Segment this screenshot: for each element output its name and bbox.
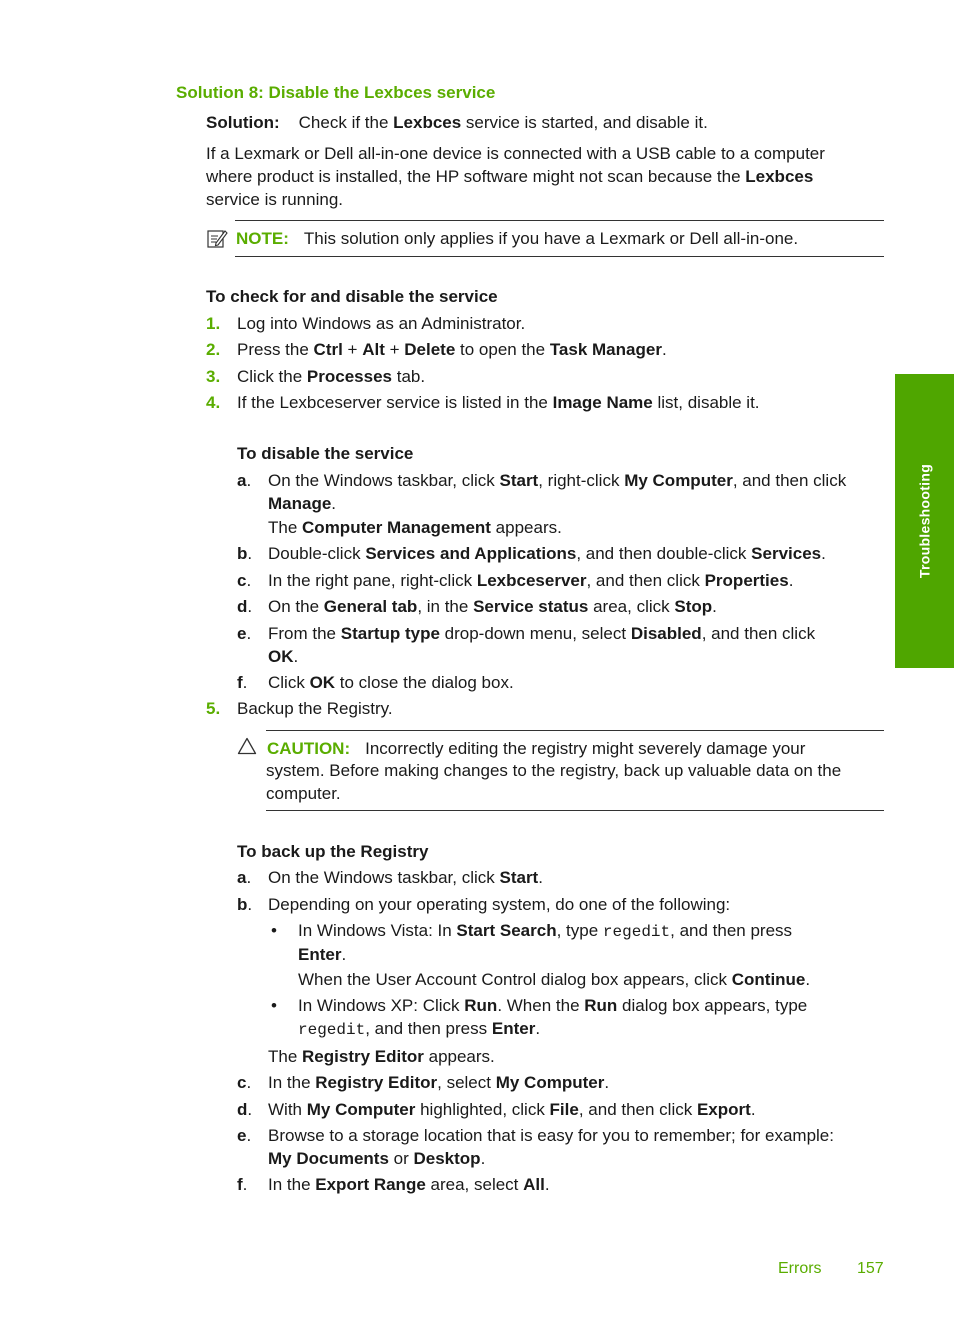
backup-d-letter: d. <box>237 1100 253 1119</box>
solution-line <box>206 111 708 134</box>
step-2-text: Press the Ctrl + Alt + Delete to open the Task Manager. <box>237 340 667 359</box>
disable-c-text: In the right pane, right-click Lexbceserver, and then click Properties. <box>268 571 794 590</box>
section-title: Solution 8: Disable the Lexbces service <box>176 83 496 102</box>
xp-bullet: • <box>271 996 277 1015</box>
footer-section: Errors <box>778 1260 822 1277</box>
backup-d-text: With My Computer highlighted, click File, and then click Export. <box>268 1100 756 1119</box>
caution-line-1 <box>267 737 805 760</box>
backup-e-letter: e. <box>237 1126 252 1145</box>
step-1-number: 1. <box>206 314 221 333</box>
step-1-text: Log into Windows as an Administrator. <box>237 314 526 333</box>
vista-bullet: • <box>271 921 277 940</box>
disable-b-text: Double-click Services and Applications, and then double-click Services. <box>268 544 826 563</box>
note-icon <box>206 228 228 250</box>
vista-line-1: In Windows Vista: In Start Search, type regedit, and then press <box>298 921 793 941</box>
backup-e-line-1: Browse to a storage location that is easy for you to remember; for example: <box>268 1126 834 1145</box>
disable-c-letter: c. <box>237 571 252 590</box>
backup-a-text: On the Windows taskbar, click Start. <box>268 868 543 887</box>
disable-b-letter: b. <box>237 544 253 563</box>
intro-line-3: service is running. <box>206 190 344 209</box>
note-label: NOTE: <box>236 229 289 248</box>
disable-a-line-1: On the Windows taskbar, click Start, right-click My Computer, and then click <box>268 471 847 490</box>
backup-heading: To back up the Registry <box>237 842 429 861</box>
backup-a-letter: a. <box>237 868 252 887</box>
step-5-number: 5. <box>206 699 221 718</box>
caution-bottom-rule <box>266 810 884 811</box>
disable-heading: To disable the service <box>237 444 414 463</box>
vista-line-2: Enter. <box>298 945 347 964</box>
intro-text: where product is installed, the HP software might not scan because the <box>206 167 746 186</box>
footer-page-number: 157 <box>857 1260 884 1277</box>
disable-a-line-2: Manage. <box>268 494 337 513</box>
disable-e-line-1: From the Startup type drop-down menu, select Disabled, and then click <box>268 624 816 643</box>
disable-f-text: Click OK to close the dialog box. <box>268 673 514 692</box>
intro-bold: Lexbces <box>745 167 814 186</box>
backup-b-text: Depending on your operating system, do one of the following: <box>268 895 731 914</box>
xp-line-1: In Windows XP: Click Run. When the Run dialog box appears, type <box>298 996 808 1015</box>
backup-c-letter: c. <box>237 1073 252 1092</box>
disable-d-text: On the General tab, in the Service status area, click Stop. <box>268 597 717 616</box>
note-bottom-rule <box>235 256 884 257</box>
vista-line-3: When the User Account Control dialog box appears, click Continue. <box>298 970 811 989</box>
caution-triangle-icon <box>237 737 257 755</box>
disable-e-letter: e. <box>237 624 252 643</box>
side-tab-label: Troubleshooting <box>916 463 932 579</box>
backup-f-text: In the Export Range area, select All. <box>268 1175 550 1194</box>
disable-f-letter: f. <box>237 673 248 692</box>
check-heading: To check for and disable the service <box>206 287 498 306</box>
caution-line-2: system. Before making changes to the registry, back up valuable data on the <box>266 761 842 780</box>
caution-line-3: computer. <box>266 784 341 803</box>
disable-a-letter: a. <box>237 471 252 490</box>
note-text: This solution only applies if you have a Lexmark or Dell all-in-one. <box>303 229 799 248</box>
step-4-number: 4. <box>206 393 221 412</box>
xp-line-2: regedit, and then press Enter. <box>298 1019 541 1039</box>
note-top-rule <box>235 220 884 221</box>
step-2-number: 2. <box>206 340 221 359</box>
intro-line-2 <box>206 165 813 188</box>
disable-a-result: The Computer Management appears. <box>268 518 562 537</box>
note-line <box>236 227 798 250</box>
intro-line-1: If a Lexmark or Dell all-in-one device is connected with a USB cable to a computer <box>206 144 825 163</box>
side-tab <box>895 374 954 668</box>
solution-label: Solution: <box>206 113 280 132</box>
disable-d-letter: d. <box>237 597 253 616</box>
disable-e-line-2: OK. <box>268 647 299 666</box>
backup-f-letter: f. <box>237 1175 248 1194</box>
backup-c-text: In the Registry Editor, select My Computer. <box>268 1073 610 1092</box>
step-3-text: Click the Processes tab. <box>237 367 426 386</box>
backup-e-line-2: My Documents or Desktop. <box>268 1149 486 1168</box>
backup-b-letter: b. <box>237 895 253 914</box>
step-3-number: 3. <box>206 367 221 386</box>
caution-text: Incorrectly editing the registry might severely damage your <box>365 739 806 758</box>
solution-bold: Lexbces <box>393 113 462 132</box>
caution-top-rule <box>266 730 884 731</box>
solution-text-end: service is started, and disable it. <box>461 113 708 132</box>
caution-label: CAUTION: <box>267 739 351 758</box>
backup-result: The Registry Editor appears. <box>268 1047 495 1066</box>
xp-code: regedit <box>298 1021 366 1039</box>
step-4-text: If the Lexbceserver service is listed in the Image Name list, disable it. <box>237 393 760 412</box>
vista-code: regedit <box>602 923 671 941</box>
step-5-text: Backup the Registry. <box>237 699 393 718</box>
solution-text: Check if the <box>298 113 394 132</box>
